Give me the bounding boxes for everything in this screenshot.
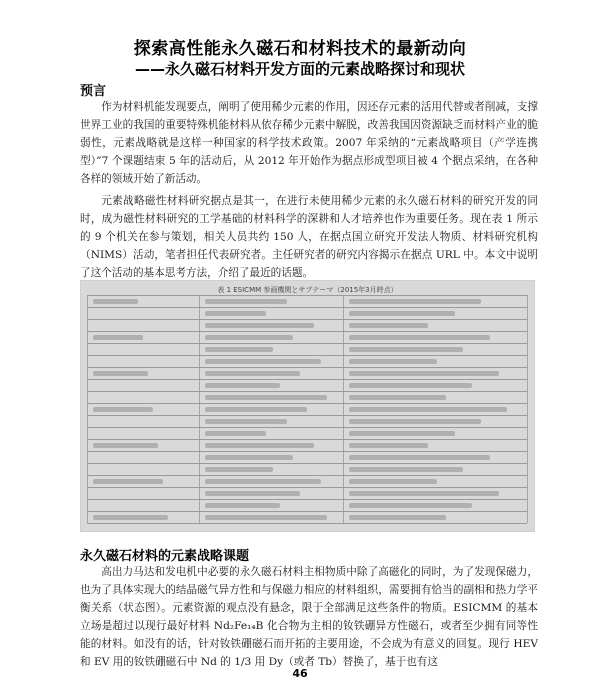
table-scan-texture <box>349 371 499 376</box>
paragraph-1: 作为材料机能发现要点，阐明了使用稀少元素的作用，因还存元素的活用代替或者削减，支撑世界工业的我国的重要特殊机能材料从依存稀少元素中解脱，改善我国因资源缺乏而材料产业的脆弱性，元素战略就是这样一种国家的科学技术政策。2007 年采纳的“元素战略项目（产学连携型）”7 个课题结束 5 年的活动后，从 2012 年开始作为据点形成型项目被 4 个据点采纳，在各种各样的领域开始了新活动。 <box>80 101 538 185</box>
table-scan-texture <box>349 323 428 328</box>
table-figure-image <box>80 280 535 532</box>
table-scan-texture <box>205 443 314 448</box>
table-grid-line <box>87 451 527 452</box>
table-scan-texture <box>205 503 280 508</box>
table-scan-texture <box>205 299 287 304</box>
table-scan-texture <box>93 479 163 484</box>
table-grid-line <box>87 307 527 308</box>
table-scan-texture <box>205 419 287 424</box>
table-scan-texture <box>349 383 472 388</box>
table-scan-texture <box>205 479 321 484</box>
table-grid-line <box>87 331 527 332</box>
table-scan-texture <box>349 335 490 340</box>
article-title: 探索高性能永久磁石和材料技术的最新动向 <box>133 39 467 59</box>
table-scan-texture <box>205 515 327 520</box>
table-scan-texture <box>349 359 437 364</box>
table-scan-texture <box>93 407 153 412</box>
table-grid-line <box>87 355 527 356</box>
table-scan-texture <box>349 455 490 460</box>
table-scan-texture <box>205 359 321 364</box>
table-scan-texture <box>93 371 148 376</box>
table-scan-texture <box>205 395 327 400</box>
table-scan-texture <box>349 431 455 436</box>
article-subtitle: ——永久磁石材料开发方面的元素战略探讨和现状 <box>134 60 465 78</box>
table-grid-line <box>87 295 88 523</box>
table-grid-line <box>87 439 527 440</box>
table-scan-texture <box>349 395 446 400</box>
table-grid-line <box>87 367 527 368</box>
table-scan-texture <box>349 443 428 448</box>
table-scan-texture <box>205 455 293 460</box>
table-grid-line <box>87 391 527 392</box>
table-scan-texture <box>205 467 273 472</box>
table-scan-texture <box>205 335 293 340</box>
table-scan-texture <box>205 311 266 316</box>
table-scan-texture <box>349 479 437 484</box>
table-grid-line <box>87 427 527 428</box>
table-grid-line <box>87 475 527 476</box>
table-scan-texture <box>349 515 446 520</box>
table-scan-texture <box>349 419 481 424</box>
table-scan-texture <box>93 443 158 448</box>
table-grid-line <box>87 523 527 524</box>
table-scan-texture <box>205 383 280 388</box>
table-grid-line <box>87 463 527 464</box>
table-scan-texture <box>205 407 307 412</box>
table-grid-line <box>87 511 527 512</box>
paragraph-2: 元素战略磁性材料研究据点是其一，在进行未使用稀少元素的永久磁石材料的研究开发的同时，成为磁性材料研究的工学基础的材料科学的深耕和人才培养也作为重要任务。现在表 1 所示的 9 个机关在参与策划，相关人员共约 150 人，在据点国立研究开发法人物质、材料研究机构（NIMS）活动，笔者担任代表研究者。主任研究者的研究内容揭示在据点 URL 中。本文中说明了这个活动的基本思考方法，介绍了最近的话题。 <box>80 195 538 279</box>
table-grid-line <box>199 295 200 523</box>
paragraph-3: 高出力马达和发电机中必要的永久磁石材料主相物质中除了高磁化的同时，为了发现保磁力，也为了具体实现大的结晶磁气异方性和与保磁力相应的材料组织，需要拥有恰当的副相和热力学平衡关系（状态图）。元素资源的观点没有悬念，限于全部满足这些条件的物质。ESICMM 的基本立场是超过以现行最好材料 Nd₂Fe₁₄B 化合物为主相的钕铁硼异方性磁石，或者至少拥有同等性能的材料。如没有的话，针对钕铁硼磁石而开拓的主要用途，不会成为有意义的回复。现行 HEV 和 EV 用的钕铁硼磁石中 Nd 的 1/3 用 Dy（或者 Tb）替换了，基于也有这 <box>80 566 538 668</box>
table-scan-texture <box>349 407 507 412</box>
table-scan-texture <box>205 491 300 496</box>
table-scan-texture <box>349 503 472 508</box>
figure-caption: 表 1 ESICMM 参画機関とサブテーマ（2015年3月時点） <box>217 286 398 294</box>
table-scan-texture <box>205 371 300 376</box>
table-scan-texture <box>205 323 314 328</box>
table-grid-line <box>87 415 527 416</box>
section-heading-element-strategy: 永久磁石材料的元素战略课题 <box>80 549 250 564</box>
table-scan-texture <box>93 515 168 520</box>
table-scan-texture <box>205 431 266 436</box>
table-grid-line <box>87 487 527 488</box>
table-grid-line <box>87 403 527 404</box>
table-grid-line <box>87 343 527 344</box>
table-scan-texture <box>349 347 463 352</box>
table-scan-texture <box>349 311 455 316</box>
table-scan-texture <box>93 335 143 340</box>
table-grid-line <box>87 319 527 320</box>
table-grid-line <box>87 295 527 296</box>
table-scan-texture <box>349 299 481 304</box>
table-grid-line <box>87 499 527 500</box>
table-grid-line <box>343 295 344 523</box>
table-scan-texture <box>205 347 273 352</box>
page-number: 46 <box>292 667 308 680</box>
section-heading-preface: 预言 <box>80 84 107 99</box>
table-scan-texture <box>349 467 463 472</box>
table-grid-line <box>87 379 527 380</box>
table-grid-line <box>527 295 528 523</box>
table-scan-texture <box>93 299 138 304</box>
table-scan-texture <box>349 491 499 496</box>
